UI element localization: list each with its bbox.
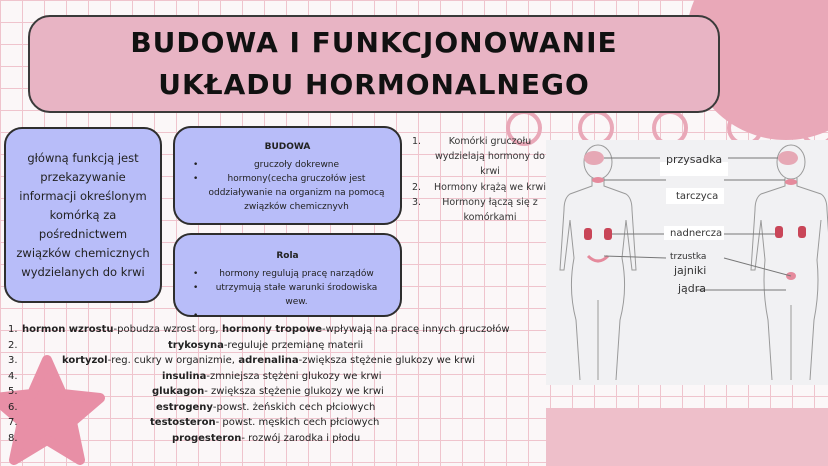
list-item [8, 353, 528, 369]
list-number: 7. [8, 417, 18, 428]
main-function-card [4, 127, 162, 303]
list-item [8, 415, 528, 431]
hormone-name: progesteron [172, 432, 242, 444]
list-number: 1. [8, 324, 18, 335]
hormone-description: -reg. cukry w organizmie, [107, 355, 235, 366]
hormone-description: - rozwój zarodka i płodu [241, 432, 361, 444]
hormone-name: hormon wzrostu [22, 324, 114, 335]
hormone-description: -wpływają na pracę innych gruczołów [321, 324, 510, 335]
list-number: 6. [8, 401, 18, 413]
step-number: 1. [412, 136, 422, 147]
label-trzustka: trzustka [670, 252, 707, 262]
page-title: BUDOWA I FUNKCJONOWANIE UKŁADU HORMONALNEGO [130, 26, 618, 101]
list-item: • gruczoły dokrewne [189, 158, 386, 172]
list-number: 4. [8, 370, 18, 382]
hormone-name: estrogeny [156, 401, 213, 413]
hormone-description: -zmniejsza stężeni glukozy we krwi [206, 370, 382, 382]
list-item [410, 195, 550, 225]
list-number: 5. [8, 386, 18, 397]
list-item [8, 369, 528, 385]
step-text: Komórki gruczołu wydzielają hormony do krwi [435, 136, 545, 177]
list-item [8, 338, 528, 354]
list-item [8, 431, 528, 447]
process-steps-list [410, 134, 550, 225]
list-item [410, 134, 550, 179]
list-item [8, 384, 528, 400]
rola-heading: Rola [276, 251, 299, 261]
budowa-list [189, 158, 386, 214]
label-jadra: jądra [678, 282, 707, 295]
endocrine-glands-diagram [546, 140, 828, 385]
hormone-name: insulina [162, 370, 207, 382]
hormone-name: testosteron [150, 417, 216, 428]
list-item [8, 322, 528, 338]
label-nadnercza: nadnercza [670, 228, 723, 239]
label-tarczyca: tarczyca [676, 191, 719, 202]
hormone-description: - zwiększa stężenie glukozy we krwi [204, 386, 384, 397]
list-item [8, 400, 528, 416]
rola-card [173, 233, 402, 317]
rola-list [189, 267, 386, 309]
title-banner [28, 15, 720, 113]
list-item: • hormony(cecha gruczołów jest oddziaływanie na organizm na pomocą związków chemicznyvh [189, 172, 386, 214]
hormone-description: -pobudza wzrost org, [113, 324, 219, 335]
hormone-description: - powst. męskich cech płciowych [215, 417, 380, 428]
hormone-name: glukagon [152, 386, 205, 397]
budowa-card [173, 126, 402, 225]
label-przysadka: przysadka [666, 153, 723, 166]
human-body-illustration [546, 140, 828, 385]
hormone-description: -reguluje przemianę materii [223, 339, 364, 351]
budowa-heading: BUDOWA [264, 142, 311, 152]
list-number: 2. [8, 339, 18, 351]
list-number: 3. [8, 355, 18, 366]
hormone-name: trykosyna [168, 339, 224, 351]
hormone-name: adrenalina [234, 355, 299, 366]
label-jajniki: jajniki [674, 264, 707, 277]
list-item [410, 180, 550, 195]
hormone-description: -powst. żeńskich cech płciowych [212, 401, 376, 413]
hormone-description: -zwiększa stężenie glukozy we krwi [298, 355, 475, 366]
step-text: Hormony krążą we krwi [434, 182, 546, 193]
step-number: 3. [412, 197, 422, 208]
hormones-list [8, 322, 528, 446]
hormone-name: hormony tropowe [218, 324, 322, 335]
decorative-rectangle [546, 408, 828, 466]
hormone-name: kortyzol [62, 355, 108, 366]
step-text: Hormony łączą się z komórkami [442, 197, 538, 223]
step-number: 2. [412, 182, 422, 193]
list-number: 8. [8, 432, 18, 444]
main-function-text: główną funkcją jest przekazywanie informacji określonym komórką za pośrednictwem związków chemicznych wydzielanych do krwi [16, 150, 150, 279]
list-item: • hormony regulują pracę narządów [189, 267, 386, 281]
list-item: • utrzymują stałe warunki środowiska wew. [189, 281, 386, 309]
